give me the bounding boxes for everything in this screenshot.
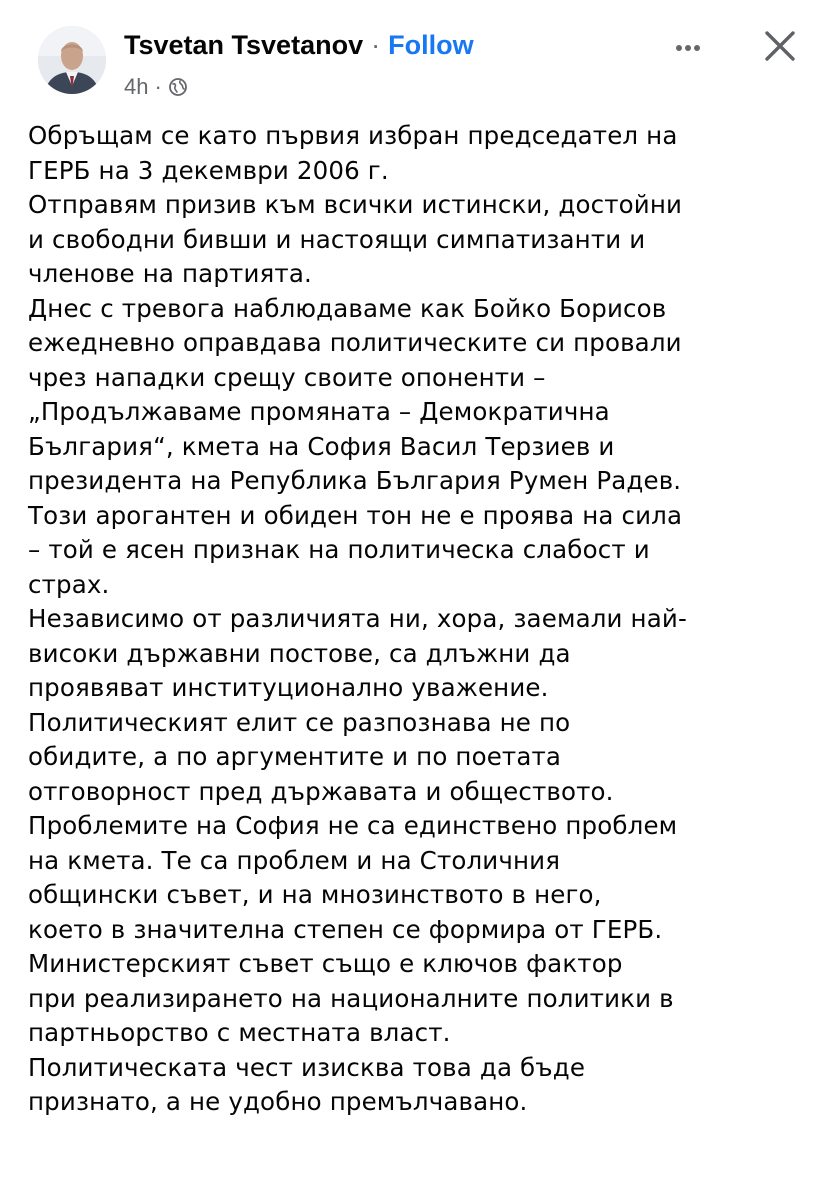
post-line: високи държавни постове, са длъжни да xyxy=(28,638,571,668)
more-options-button[interactable] xyxy=(668,28,708,68)
post-line: и свободни бивши и настоящи симпатизанти и xyxy=(28,224,646,254)
post-line: Днес с тревога наблюдаваме как Бойко Борисов xyxy=(28,293,667,323)
post-line: ежедневно оправдава политическите си провали xyxy=(28,328,682,357)
name-separator: · xyxy=(371,30,381,60)
avatar-image xyxy=(38,26,106,94)
meta-separator: · xyxy=(154,74,162,99)
author-name[interactable]: Tsvetan Tsvetanov xyxy=(124,30,364,60)
post-line: Отправям призив към всички истински, достойни xyxy=(28,190,683,219)
post-line: Министерският съвет също е ключов фактор xyxy=(28,949,623,978)
post-body xyxy=(28,119,818,1120)
more-horizontal-icon xyxy=(668,28,708,68)
post-line: Проблемите на София не са единствено проблем xyxy=(28,811,678,840)
author-row xyxy=(124,30,474,61)
post-line: ГЕРБ на 3 декември 2006 г. xyxy=(28,155,389,185)
post-line: обидите, а по аргументите и по поетата xyxy=(28,742,562,771)
post-line: страх. xyxy=(28,569,110,599)
close-button[interactable] xyxy=(760,26,800,66)
post-line: при реализирането на националните политики в xyxy=(28,983,674,1013)
post-line: президента на Република България Румен Радев. xyxy=(28,466,682,495)
post-line: което в значителна степен се формира от ГЕРБ. xyxy=(28,914,663,944)
globe-icon xyxy=(168,77,188,97)
post-line: България“, кмета на София Васил Терзиев и xyxy=(28,431,615,461)
close-icon xyxy=(760,26,800,66)
post-line: – той е ясен признак на политическа слабост и xyxy=(28,535,650,564)
post-line: членове на партията. xyxy=(28,259,312,288)
post-line: чрез нападки срещу своите опоненти – xyxy=(28,362,546,392)
post-line: Обръщам се като първия избран председател на xyxy=(28,121,678,150)
post-meta xyxy=(124,74,188,100)
post-timestamp[interactable]: 4h xyxy=(124,74,149,99)
post-line: проявяват институционално уважение. xyxy=(28,673,549,702)
post-line: Политическият елит се разпознава не по xyxy=(28,707,571,737)
post-line: Политическата чест изисква това да бъде xyxy=(28,1052,586,1082)
post-line: общински съвет, и на мнозинството в него, xyxy=(28,880,602,909)
follow-button[interactable]: Follow xyxy=(388,30,474,60)
post-line: отговорност пред държавата и обществото. xyxy=(28,776,614,806)
post-line: Този арогантен и обиден тон не е проява на сила xyxy=(28,500,683,530)
post-line: признато, а не удобно премълчавано. xyxy=(28,1087,528,1116)
post-line: партньорство с местната власт. xyxy=(28,1018,451,1047)
post-line: на кмета. Те са проблем и на Столичния xyxy=(28,845,561,875)
post-line: „Продължаваме промяната – Демократична xyxy=(28,397,610,426)
author-avatar[interactable] xyxy=(38,26,106,94)
post-header xyxy=(0,0,824,120)
post-line: Независимо от различията ни, хора, заемали най- xyxy=(28,604,687,633)
